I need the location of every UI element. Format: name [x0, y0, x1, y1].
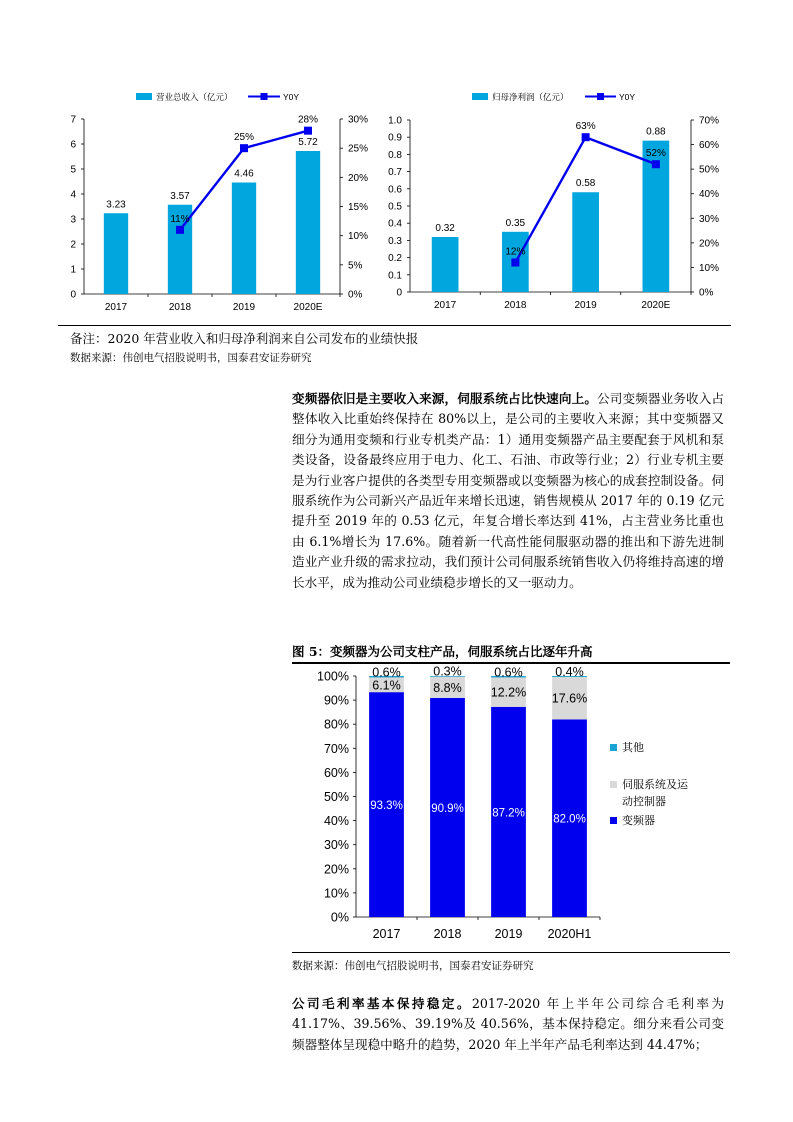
source-top: 数据来源：伟创电气招股说明书，国泰君安证券研究: [70, 352, 312, 364]
profit-left-tick-label: 0.3: [388, 235, 402, 247]
paragraph-gross-margin: [292, 994, 724, 1055]
legend-label-inverter: 变频器: [622, 814, 655, 827]
revenue-right-tick-label: 10%: [348, 231, 369, 243]
mix-label-servo: 8.8%: [433, 680, 462, 695]
revenue-plot-area: [70, 115, 368, 314]
mix-y-tick-label: 100%: [317, 669, 349, 684]
revenue-right-tick-label: 20%: [348, 172, 369, 184]
paragraph-main-revenue-body: 公司变频器业务收入占整体收入比重始终保持在 80%以上，是公司的主要收入来源；其中变频器又细分为通用变频和行业专机类产品：1）通用变频器产品主要配套于风机和泵类设备，设备最终应用于电力、化工、石油、市政等行业；2）行业专机主要是为行业客户提供的各类型专用变频器或以变频器为核心的成套控制设备。伺服系统作为公司新兴产品近年来增长迅速，销售规模从 2017 年的 0.19 亿元提升至 2019 年的 0.53 亿元，年复合增长率达到 41%，占主营业务比重也由 6.1%增长为 17.6%。随着新一代高性能伺服驱动器的推出和下游先进制造业产业升级的需求拉动，我们预计公司伺服系统销售收入仍将维持高速的增长水平，成为推动公司业绩稳步增长的又一驱动力。: [292, 391, 725, 590]
figure-5-bottom-rule: [292, 952, 730, 953]
mix-label-inverter: 82.0%: [553, 813, 586, 826]
product-mix-chart: [292, 664, 732, 950]
revenue-bar: [104, 213, 128, 294]
profit-left-tick-label: 0.9: [388, 132, 402, 144]
product-mix-legend: [610, 740, 689, 827]
profit-right-tick-label: 50%: [699, 164, 720, 176]
profit-x-tick-label: 2020E: [641, 300, 671, 311]
revenue-yoy-marker: [176, 226, 184, 234]
note-text: 备注：2020 年营业收入和归母净利润来自公司发布的业绩快报: [70, 331, 419, 346]
mix-label-inverter: 87.2%: [492, 807, 525, 820]
legend-swatch-other: [610, 744, 617, 751]
revenue-x-tick-label: 2019: [232, 302, 256, 313]
mix-label-servo: 12.2%: [490, 685, 527, 700]
mix-x-tick-label: 2018: [433, 927, 462, 941]
mix-label-servo: 6.1%: [372, 678, 401, 693]
revenue-legend-line-label: Y0Y: [283, 92, 300, 102]
mix-y-tick-label: 20%: [323, 862, 349, 877]
product-mix-plot-area: [317, 665, 600, 941]
revenue-legend-line-marker: [261, 93, 268, 100]
paragraph-main-revenue: [292, 389, 724, 593]
profit-chart: [380, 86, 730, 318]
profit-right-tick-label: 0%: [699, 287, 714, 299]
paragraph-gross-margin-lead: 公司毛利率基本保持稳定。: [292, 996, 472, 1011]
mix-y-tick-label: 90%: [323, 693, 349, 708]
profit-left-tick-label: 1.0: [388, 115, 402, 127]
profit-right-tick-label: 20%: [699, 238, 720, 250]
profit-legend-bar-label: 归母净利润（亿元）: [492, 93, 569, 103]
revenue-left-tick-label: 3: [70, 214, 76, 226]
profit-bar: [432, 237, 459, 292]
profit-right-tick-label: 60%: [699, 140, 720, 152]
revenue-x-tick-label: 2017: [104, 302, 128, 313]
profit-left-tick-label: 0.5: [388, 201, 402, 213]
revenue-x-tick-label: 2018: [168, 302, 192, 313]
profit-bar-value-label: 0.35: [505, 217, 526, 229]
profit-x-tick-label: 2018: [504, 300, 527, 311]
revenue-left-tick-label: 2: [70, 239, 76, 251]
mix-y-tick-label: 50%: [323, 790, 349, 804]
top-figure-rule: [58, 325, 731, 326]
profit-legend-line-marker: [597, 93, 604, 100]
mix-x-tick-label: 2017: [372, 927, 401, 941]
revenue-bar-value-label: 5.72: [298, 137, 318, 148]
revenue-yoy-label: 11%: [170, 213, 190, 225]
mix-label-inverter: 90.9%: [431, 802, 464, 815]
paragraph-gross-margin-body: 2017-2020 年上半年公司综合毛利率为 41.17%、39.56%、39.19%及 40.56%，基本保持稳定。细分来看公司变频器整体呈现稳中略升的趋势，2020 年上半年产品毛利率达到 44.47%；: [292, 996, 725, 1052]
revenue-right-tick-label: 30%: [348, 114, 369, 126]
profit-right-tick-label: 10%: [699, 262, 720, 274]
legend-label-servo-line2: 动控制器: [622, 795, 666, 808]
profit-bar: [572, 192, 599, 292]
profit-left-tick-label: 0.8: [388, 149, 402, 161]
revenue-chart: [58, 86, 388, 318]
revenue-left-tick-label: 6: [70, 139, 76, 151]
revenue-bar-value-label: 4.46: [234, 168, 254, 180]
profit-bar-value-label: 0.58: [575, 178, 596, 190]
revenue-left-tick-label: 4: [70, 189, 76, 201]
mix-y-tick-label: 60%: [323, 765, 349, 780]
mix-x-tick-label: 2020H1: [547, 927, 592, 941]
figure-5-title: 图 5：变频器为公司支柱产品，伺服系统占比逐年升高: [292, 642, 730, 664]
revenue-yoy-marker: [304, 127, 312, 135]
source-figure-5: 数据来源：伟创电气招股说明书，国泰君安证券研究: [292, 960, 534, 972]
legend-swatch-inverter: [610, 817, 617, 824]
mix-label-other: 0.6%: [494, 665, 523, 680]
profit-left-tick-label: 0.2: [388, 253, 402, 265]
mix-y-tick-label: 30%: [323, 838, 349, 853]
mix-label-other: 0.6%: [372, 665, 401, 680]
profit-x-tick-label: 2017: [434, 300, 457, 311]
mix-label-other: 0.4%: [555, 664, 584, 679]
revenue-legend-bar-swatch: [136, 93, 152, 100]
mix-y-tick-label: 40%: [323, 814, 349, 829]
mix-label-other: 0.3%: [433, 664, 462, 679]
mix-y-tick-label: 80%: [323, 717, 349, 732]
revenue-bar: [232, 183, 256, 295]
mix-label-servo: 17.6%: [551, 691, 588, 706]
legend-swatch-servo: [610, 781, 617, 788]
profit-right-tick-label: 40%: [699, 189, 720, 201]
revenue-yoy-marker: [240, 144, 248, 152]
profit-yoy-marker: [511, 259, 519, 267]
revenue-bar-value-label: 3.57: [170, 190, 190, 202]
profit-bar-value-label: 0.32: [435, 222, 455, 234]
revenue-x-tick-label: 2020E: [293, 302, 323, 313]
revenue-left-tick-label: 1: [70, 264, 76, 276]
profit-left-tick-label: 0.1: [388, 270, 402, 282]
mix-y-tick-label: 0%: [330, 910, 349, 925]
profit-x-tick-label: 2019: [574, 300, 597, 311]
profit-left-tick-label: 0: [396, 287, 402, 299]
revenue-yoy-label: 28%: [297, 114, 319, 126]
profit-bar-value-label: 0.88: [646, 126, 666, 138]
profit-yoy-label: 63%: [575, 121, 596, 133]
revenue-legend-bar-label: 营业总收入（亿元）: [156, 93, 233, 103]
legend-label-other: 其他: [622, 741, 644, 754]
profit-right-tick-label: 30%: [699, 213, 720, 225]
profit-yoy-marker: [652, 160, 660, 168]
revenue-right-tick-label: 15%: [348, 202, 369, 213]
revenue-yoy-label: 25%: [233, 132, 255, 144]
revenue-bar-value-label: 3.23: [106, 199, 126, 211]
profit-left-tick-label: 0.6: [388, 184, 402, 196]
profit-plot-area: [388, 116, 719, 312]
revenue-left-tick-label: 7: [70, 114, 76, 126]
revenue-left-tick-label: 5: [70, 164, 76, 176]
profit-yoy-label: 52%: [645, 148, 666, 160]
paragraph-main-revenue-lead: 变频器依旧是主要收入来源，伺服系统占比快速向上。: [292, 391, 598, 406]
mix-x-tick-label: 2019: [494, 927, 523, 941]
mix-label-inverter: 93.3%: [370, 800, 403, 813]
profit-left-tick-label: 0.7: [388, 167, 402, 179]
mix-y-tick-label: 10%: [323, 886, 349, 901]
revenue-left-tick-label: 0: [70, 289, 76, 301]
profit-left-tick-label: 0.4: [388, 218, 402, 230]
revenue-right-tick-label: 5%: [348, 260, 363, 272]
profit-legend-line-label: Y0Y: [619, 92, 636, 102]
revenue-bar: [296, 151, 320, 294]
mix-y-tick-label: 70%: [323, 741, 349, 756]
profit-yoy-label: 12%: [505, 246, 526, 258]
profit-yoy-marker: [582, 133, 590, 141]
legend-label-servo-line1: 伺服系统及运: [622, 778, 688, 791]
revenue-right-tick-label: 0%: [348, 289, 363, 301]
profit-legend: [472, 92, 635, 103]
revenue-legend: [136, 92, 299, 103]
revenue-right-tick-label: 25%: [348, 143, 369, 155]
profit-legend-bar-swatch: [472, 93, 488, 100]
profit-right-tick-label: 70%: [699, 115, 720, 127]
